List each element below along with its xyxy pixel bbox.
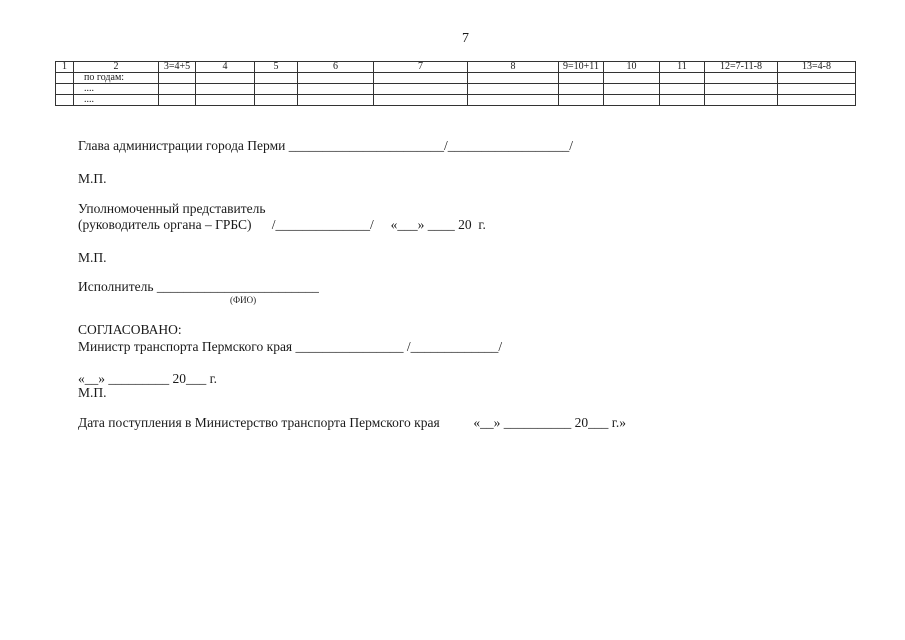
- table-row: [56, 95, 856, 106]
- minister-signature-line: Министр транспорта Пермского края ________________ /_____________/: [78, 339, 503, 354]
- table-cell: [559, 73, 604, 84]
- table-cell: [778, 84, 856, 95]
- table-cell: [196, 95, 255, 106]
- table-cell: [705, 73, 778, 84]
- table-cell: [159, 84, 196, 95]
- table-cell: [468, 95, 559, 106]
- agreement-date-line: «__» _________ 20___ г.: [78, 371, 218, 386]
- table-cell: [159, 95, 196, 106]
- table-cell: [468, 73, 559, 84]
- authorized-signature-line: (руководитель органа – ГРБС) /______________/ «___» ____ 20 г.: [78, 217, 486, 232]
- table-cell: [660, 84, 705, 95]
- executor-signature-line: Исполнитель ________________________: [78, 279, 319, 294]
- table-cell: [559, 95, 604, 106]
- table-header-row: [56, 62, 856, 73]
- table-cell: ....: [74, 95, 159, 106]
- table-cell: [374, 95, 468, 106]
- agreed-heading: СОГЛАСОВАНО:: [78, 322, 182, 337]
- table-header-cell: 3=4+5: [159, 62, 196, 73]
- stamp-mark: М.П.: [78, 385, 107, 400]
- table-cell: [374, 73, 468, 84]
- table-header-cell: 13=4-8: [778, 62, 856, 73]
- table-cell: [778, 73, 856, 84]
- table-header-cell: 10: [604, 62, 660, 73]
- table-cell: [660, 73, 705, 84]
- table-header-cell: 7: [374, 62, 468, 73]
- table-header-cell: 2: [74, 62, 159, 73]
- table-header-cell: 8: [468, 62, 559, 73]
- table-header-cell: 1: [56, 62, 74, 73]
- page-number: 7: [462, 31, 469, 46]
- fio-caption: (ФИО): [230, 295, 257, 305]
- table-cell: [56, 73, 74, 84]
- table-cell: [604, 84, 660, 95]
- receipt-date-line: Дата поступления в Министерство транспорта Пермского края «__» __________ 20___ г.»: [78, 415, 626, 430]
- table-header-cell: 6: [298, 62, 374, 73]
- table-cell: [705, 84, 778, 95]
- table-cell: [298, 73, 374, 84]
- data-table: [55, 61, 856, 106]
- table-cell: [56, 84, 74, 95]
- table-cell: [255, 95, 298, 106]
- table-header-cell: 4: [196, 62, 255, 73]
- table-cell: [374, 84, 468, 95]
- table-header-cell: 11: [660, 62, 705, 73]
- table-cell: [468, 84, 559, 95]
- table-cell: [604, 73, 660, 84]
- table-cell: [196, 73, 255, 84]
- authorized-title: Уполномоченный представитель: [78, 201, 266, 216]
- table-cell: ....: [74, 84, 159, 95]
- table-header-cell: 5: [255, 62, 298, 73]
- table-cell: [298, 95, 374, 106]
- table-row: [56, 73, 856, 84]
- table-cell: [298, 84, 374, 95]
- head-signature-line: Глава администрации города Перми _______________________/__________________/: [78, 138, 573, 153]
- table-header-cell: 9=10+11: [559, 62, 604, 73]
- stamp-mark: М.П.: [78, 250, 107, 265]
- table-cell: [255, 73, 298, 84]
- table-cell: [660, 95, 705, 106]
- table-header-cell: 12=7-11-8: [705, 62, 778, 73]
- table-row: [56, 84, 856, 95]
- stamp-mark: М.П.: [78, 171, 107, 186]
- table-cell: [705, 95, 778, 106]
- table-cell: [255, 84, 298, 95]
- table-cell: [56, 95, 74, 106]
- table-cell: [604, 95, 660, 106]
- table-cell: [196, 84, 255, 95]
- table-cell: [559, 84, 604, 95]
- table-cell: [159, 73, 196, 84]
- table-cell: по годам:: [74, 73, 159, 84]
- table-cell: [778, 95, 856, 106]
